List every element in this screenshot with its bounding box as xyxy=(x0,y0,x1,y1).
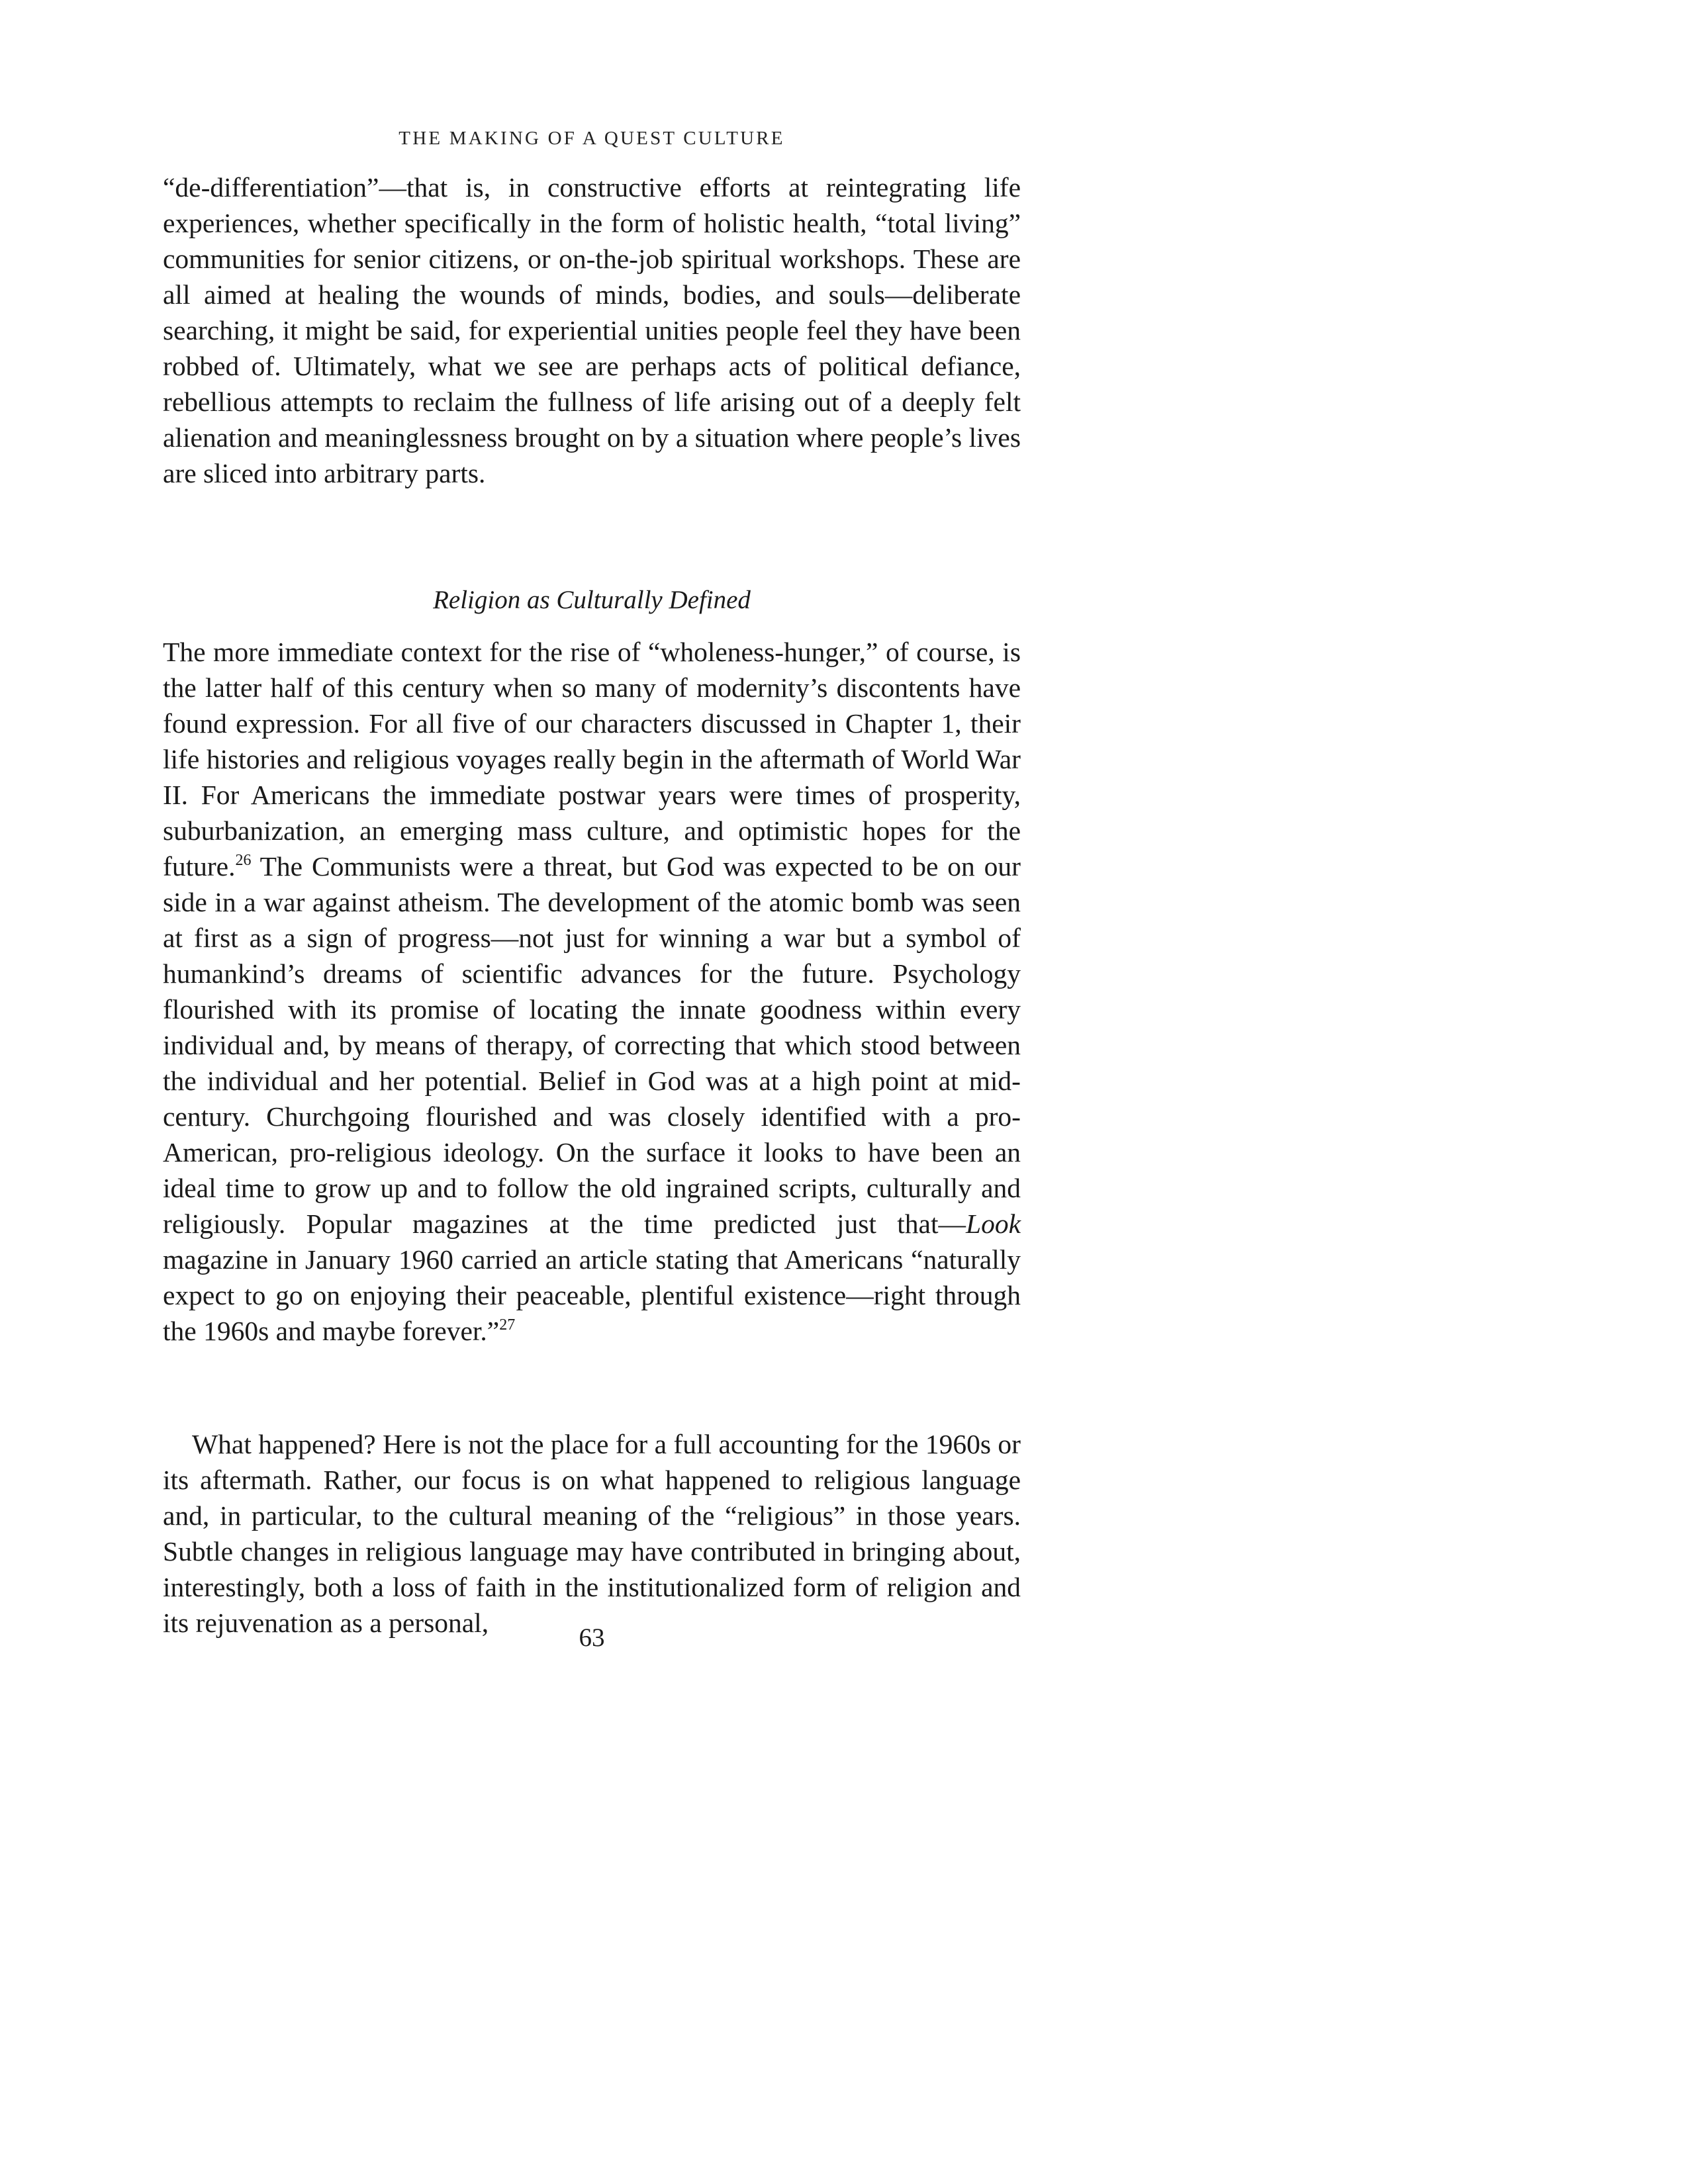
paragraph-3: What happened? Here is not the place for a full accounting for the 1960s or its aftermath. Rather, our focus is on what happened to religious language and, in particular, to the cultural meaning of the “religious” in those years. Subtle changes in religious language may have contributed in bringing about, interestingly, both a loss of faith in the institutionalized form of religion and its rejuvenation as a personal, xyxy=(163,1429,1021,1638)
paragraph-2 xyxy=(163,634,1021,1349)
paragraph-1: “de-differentiation”—that is, in constructive efforts at reintegrating life experiences, whether specifically in the form of holistic health, “total living” communities for senior citizens, or on-the-job spiritual workshops. These are all aimed at healing the wounds of minds, bodies, and souls—deliberate searching, it might be said, for experiential unities people feel they have been robbed of. Ultimately, what we see are perhaps acts of political defiance, rebellious attempts to reclaim the fullness of life arising out of a deeply felt alienation and meaninglessness brought on by a situation where people’s lives are sliced into arbitrary parts. xyxy=(163,172,1021,488)
running-head: THE MAKING OF A QUEST CULTURE xyxy=(399,128,785,149)
section-heading: Religion as Culturally Defined xyxy=(433,586,751,614)
page-number: 63 xyxy=(579,1623,605,1652)
paragraph-2-text-c: magazine in January 1960 carried an article stating that Americans “naturally expect to go on enjoying their peaceable, plentiful existence—right through the 1960s and maybe forever.” xyxy=(163,1244,1021,1346)
paragraph-2-text-a: The more immediate context for the rise of “wholeness-hunger,” of course, is the latter half of this century when so many of modernity’s discontents have found expression. For all five of our characters discussed in Chapter 1, their life histories and religious voyages really begin in the aftermath of World War II. For Americans the immediate postwar years were times of prosperity, suburbanization, an emerging mass culture, and optimistic hopes for the future. xyxy=(163,637,1021,882)
magazine-title: Look xyxy=(966,1208,1021,1239)
paragraph-2-text-b: The Communists were a threat, but God was expected to be on our side in a war against atheism. The development of the atomic bomb was seen at first as a sign of progress—not just for winning a war but a symbol of humankind’s dreams of scientific advances for the future. Psychology flourished with its promise of locating the innate goodness within every individual and, by means of therapy, of correcting that which stood between the individual and her potential. Belief in God was at a high point at mid-century. Churchgoing flourished and was closely identified with a pro-American, pro-religious ideology. On the surface it looks to have been an ideal time to grow up and to follow the old ingrained scripts, culturally and religiously. Popular magazines at the time predicted just that— xyxy=(163,851,1021,1239)
footnote-ref-27: 27 xyxy=(499,1316,516,1334)
footnote-ref-26: 26 xyxy=(235,852,252,869)
